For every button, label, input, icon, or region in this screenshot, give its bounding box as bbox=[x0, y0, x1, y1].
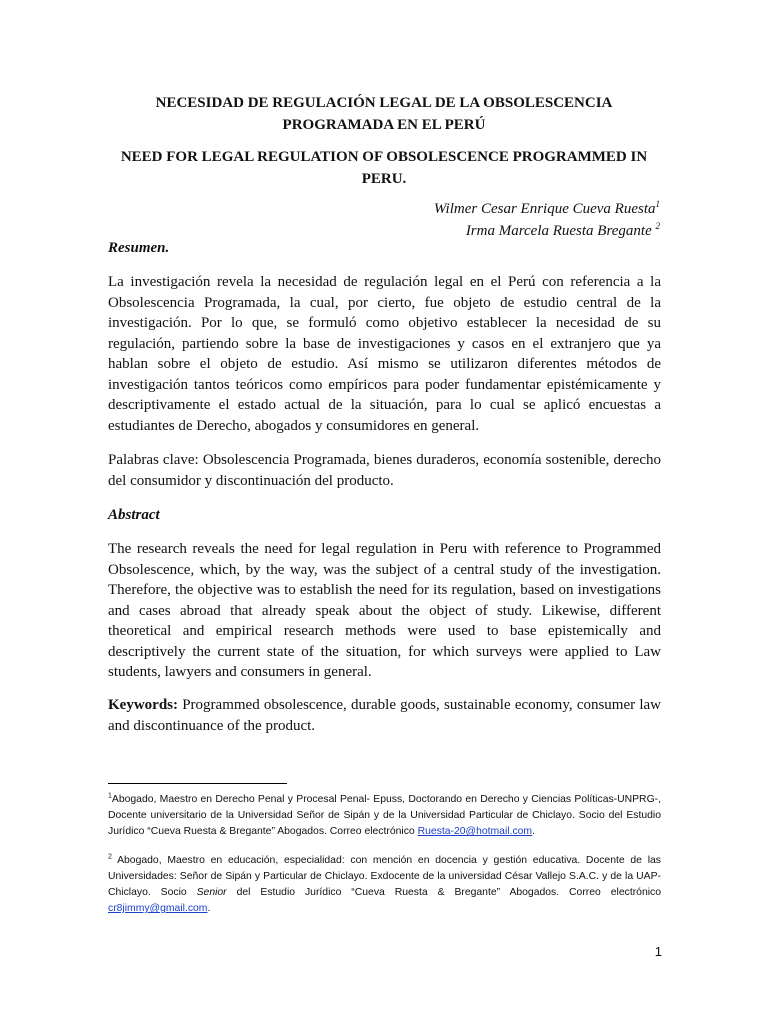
resumen-heading: Resumen. bbox=[108, 240, 170, 256]
footnote-1-email-link[interactable]: Ruesta-20@hotmail.com bbox=[417, 826, 533, 837]
footnote-2-text-a: Abogado, Maestro en educación, especialidad: con mención en docencia y gestión educativa. Docente de las Universidades: Señor de Sipán y Particular de Chiclayo. Exdocente de la universidad César Vallejo S.A.C. y de la UAP-Chiclayo. Socio bbox=[108, 855, 661, 898]
footnote-1-mark: 1 bbox=[108, 792, 112, 800]
footnote-2-mark: 2 bbox=[108, 853, 112, 861]
author-2-name: Irma Marcela Ruesta Bregante bbox=[465, 223, 652, 239]
palabras-clave: Palabras clave: Obsolescencia Programada, bienes duraderos, economía sostenible, derecho del consumidor y discontinuación del producto. bbox=[108, 452, 661, 489]
title-spanish: NECESIDAD DE REGULACIÓN LEGAL DE LA OBSOLESCENCIA PROGRAMADA EN EL PERÚ bbox=[155, 95, 613, 133]
page-number: 1 bbox=[654, 944, 662, 959]
title-english: NEED FOR LEGAL REGULATION OF OBSOLESCENCE PROGRAMMED IN PERU. bbox=[120, 149, 648, 187]
author-1-mark: 1 bbox=[655, 199, 660, 209]
keywords-label: Keywords: bbox=[108, 697, 178, 713]
authors-block bbox=[434, 198, 660, 242]
abstract-body: The research reveals the need for legal regulation in Peru with reference to Programmed Obsolescence, which, by the way, was the subject of a central study of the investigation. Therefore, the objective was to establish the need for its regulation, based on investigations and cases abroad that already speak about the object of study. Likewise, different theoretical and empirical research methods were used to base epistemically and descriptively the current state of the situation, for which surveys were applied to Law students, lawyers and consumers in general. bbox=[108, 541, 661, 680]
author-2 bbox=[434, 220, 660, 242]
keywords-text: Programmed obsolescence, durable goods, sustainable economy, consumer law and discontinuance of the product. bbox=[108, 697, 661, 734]
footnote-1-text: Abogado, Maestro en Derecho Penal y Procesal Penal- Epuss, Doctorando en Derecho y Ciencias Políticas-UNPRG-, Docente universitario de la Universidad Señor de Sipán y de la Universidad Particular de Chiclayo. Socio del Estudio Jurídico “Cueva Ruesta & Bregante” Abogados. Correo electrónico bbox=[108, 794, 661, 837]
abstract-heading: Abstract bbox=[108, 507, 160, 523]
footnote-2 bbox=[108, 853, 661, 917]
footnote-1-tail: . bbox=[532, 826, 535, 837]
author-2-mark: 2 bbox=[655, 221, 660, 231]
resumen-body: La investigación revela la necesidad de regulación legal en el Perú con referencia a la Obsolescencia Programada, la cual, por cierto, fue objeto de estudio central de la investigación. Por lo que, se formuló como objetivo establecer la necesidad de su regulación, partiendo sobre la base de investigaciones y casos en el extranjero que ya hablan sobre el objeto de estudio. Así mismo se utilizaron diferentes métodos de investigación tantos teóricos como empíricos para poder fundamentar epistémicamente y descriptivamente el estado actual de la situación, para lo cual se aplicó encuestas a estudiantes de Derecho, abogados y consumidores en general. bbox=[108, 274, 661, 434]
author-1-name: Wilmer Cesar Enrique Cueva Ruesta bbox=[433, 201, 656, 217]
footnote-1 bbox=[108, 792, 661, 840]
keywords bbox=[108, 695, 661, 736]
footnote-2-senior: Senior bbox=[196, 887, 227, 898]
footnote-2-tail: . bbox=[207, 903, 211, 914]
footnote-2-email-link[interactable]: cr8jimmy@gmail.com bbox=[108, 903, 208, 914]
footnote-divider bbox=[108, 783, 287, 784]
footnote-2-text-b: del Estudio Jurídico “Cueva Ruesta & Bregante” Abogados. Correo electrónico bbox=[226, 887, 661, 898]
author-1 bbox=[434, 198, 660, 220]
